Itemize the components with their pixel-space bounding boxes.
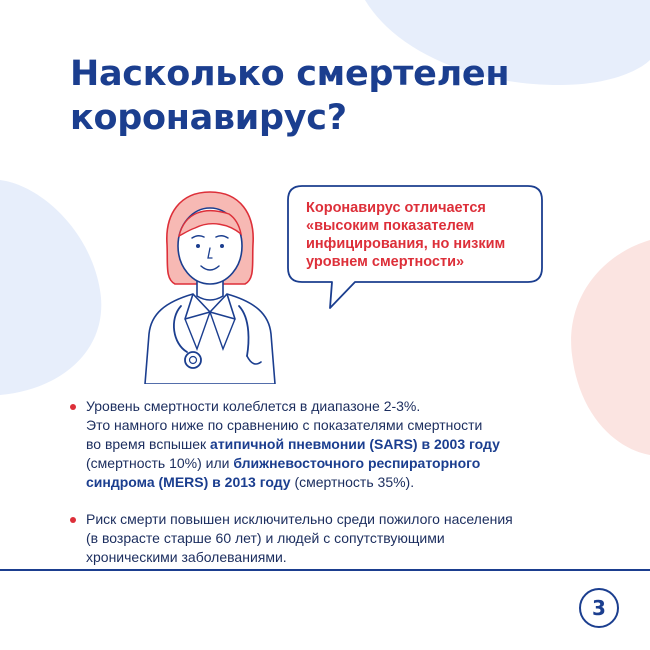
- bubble-line-2: «высоким показателем: [306, 218, 475, 234]
- list-item: [70, 397, 590, 492]
- bubble-line-4: уровнем смертности»: [306, 254, 465, 270]
- doctor-illustration: [135, 184, 285, 384]
- text-line: (смертность 10%) или ближневосточного респираторного: [86, 455, 481, 471]
- stethoscope-chestpiece: [185, 352, 201, 368]
- fact-list: [70, 397, 590, 567]
- text-line: Риск смерти повышен исключительно среди пожилого населения: [86, 511, 513, 527]
- text-line: во время вспышек атипичной пневмонии (SARS) в 2003 году: [86, 436, 500, 452]
- footer-divider: [0, 569, 650, 571]
- bullet-dot: [70, 404, 76, 410]
- coat: [145, 294, 275, 384]
- list-item: [70, 510, 590, 567]
- title-line-2: коронавирус?: [70, 98, 347, 138]
- text-line: хроническими заболеваниями.: [86, 549, 287, 565]
- bold-mers-1: ближневосточного респираторного: [233, 455, 481, 471]
- text-line: (в возрасте старше 60 лет) и людей с сопутствующими: [86, 530, 445, 546]
- eye-left: [196, 244, 200, 248]
- bullet-dot: [70, 517, 76, 523]
- bubble-line-1: Коронавирус отличается: [306, 200, 486, 216]
- text-line: синдрома (MERS) в 2013 году (смертность 35%).: [86, 474, 415, 490]
- title-line-1: Насколько смертелен: [70, 54, 510, 94]
- eye-right: [220, 244, 224, 248]
- text-line: Уровень смертности колеблется в диапазоне 2-3%.: [86, 398, 421, 414]
- bubble-line-3: инфицирования, но низким: [306, 236, 506, 252]
- bold-sars: атипичной пневмонии (SARS) в 2003 году: [210, 436, 500, 452]
- bubble-quote: [306, 199, 536, 271]
- page-number-badge: 3: [579, 588, 619, 628]
- bold-mers-2: синдрома (MERS) в 2013 году: [86, 474, 291, 490]
- text-line: Это намного ниже по сравнению с показателями смертности: [86, 417, 483, 433]
